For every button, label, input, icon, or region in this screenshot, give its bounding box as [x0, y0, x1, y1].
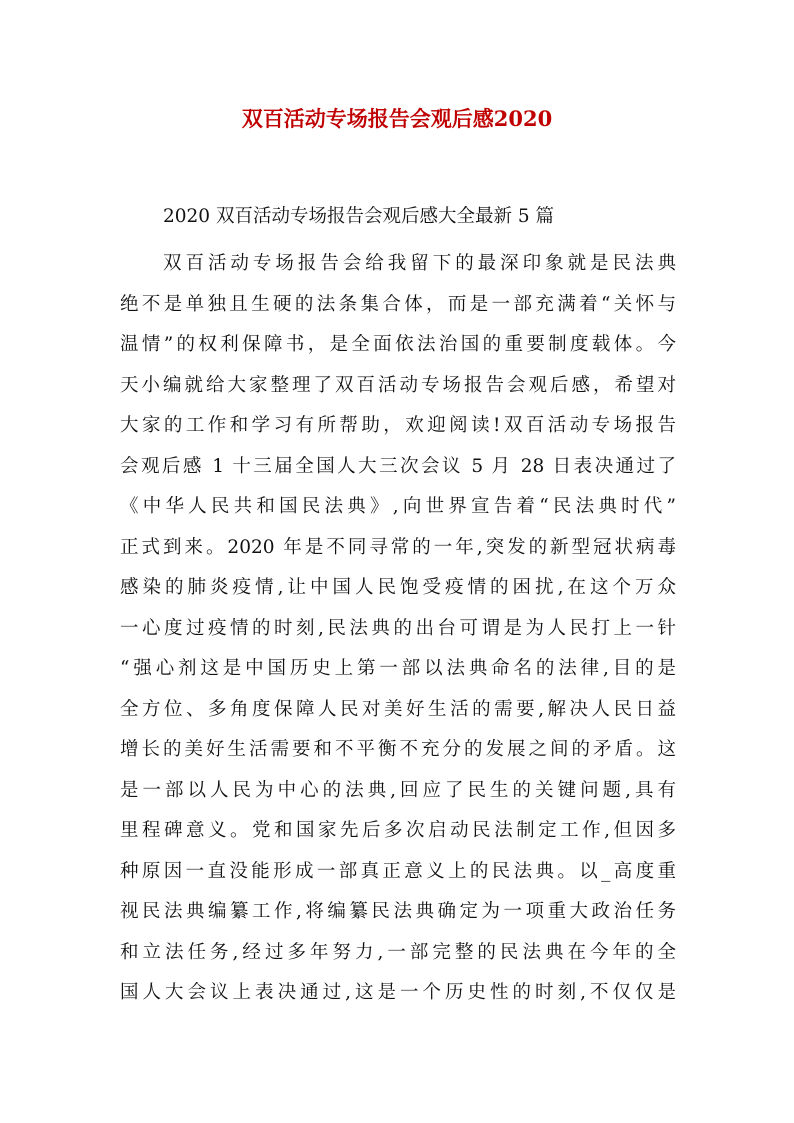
document-title: 双百活动专场报告会观后感2020	[241, 106, 553, 131]
body-line: 是一部以人民为中心的法典,回应了民生的关键问题,具有	[120, 779, 676, 801]
document-subtitle: 2020 双百活动专场报告会观后感大全最新 5 篇	[163, 206, 554, 227]
body-line: 一心度过疫情的时刻,民法典的出台可谓是为人民打上一针	[120, 617, 676, 639]
document-body	[120, 244, 676, 1014]
body-line: 《中华人民共和国民法典》,向世界宣告着“民法典时代”	[120, 496, 676, 517]
body-line: 和立法任务,经过多年努力,一部完整的民法典在今年的全	[120, 941, 676, 963]
body-line: “强心剂这是中国历史上第一部以法典命名的法律,目的是	[120, 658, 676, 679]
body-line: 天小编就给大家整理了双百活动专场报告会观后感，希望对	[120, 374, 676, 396]
body-line: 感染的肺炎疫情,让中国人民饱受疫情的困扰,在这个万众	[120, 577, 676, 598]
body-line: 正式到来。2020 年是不同寻常的一年,突发的新型冠状病毒	[120, 536, 676, 558]
body-line: 大家的工作和学习有所帮助，欢迎阅读!双百活动专场报告	[120, 415, 676, 436]
body-line: 温情”的权利保障书，是全面依法治国的重要制度载体。今	[120, 334, 676, 355]
body-line: 里程碑意义。党和国家先后多次启动民法制定工作,但因多	[120, 820, 676, 841]
body-line: 种原因一直没能形成一部真正意义上的民法典。以_高度重	[120, 860, 676, 882]
body-line: 国人大会议上表决通过,这是一个历史性的时刻,不仅仅是	[120, 982, 676, 1003]
body-line: 双百活动专场报告会给我留下的最深印象就是民法典	[163, 253, 676, 274]
body-line: 会观后感 1 十三届全国人大三次会议 5 月 28 日表决通过了	[120, 455, 676, 477]
body-line: 绝不是单独且生硬的法条集合体，而是一部充满着“关怀与	[120, 293, 676, 315]
body-line: 视民法典编纂工作,将编纂民法典确定为一项重大政治任务	[120, 901, 676, 922]
body-line: 增长的美好生活需要和不平衡不充分的发展之间的矛盾。这	[120, 739, 676, 760]
body-line: 全方位、多角度保障人民对美好生活的需要,解决人民日益	[120, 698, 676, 720]
